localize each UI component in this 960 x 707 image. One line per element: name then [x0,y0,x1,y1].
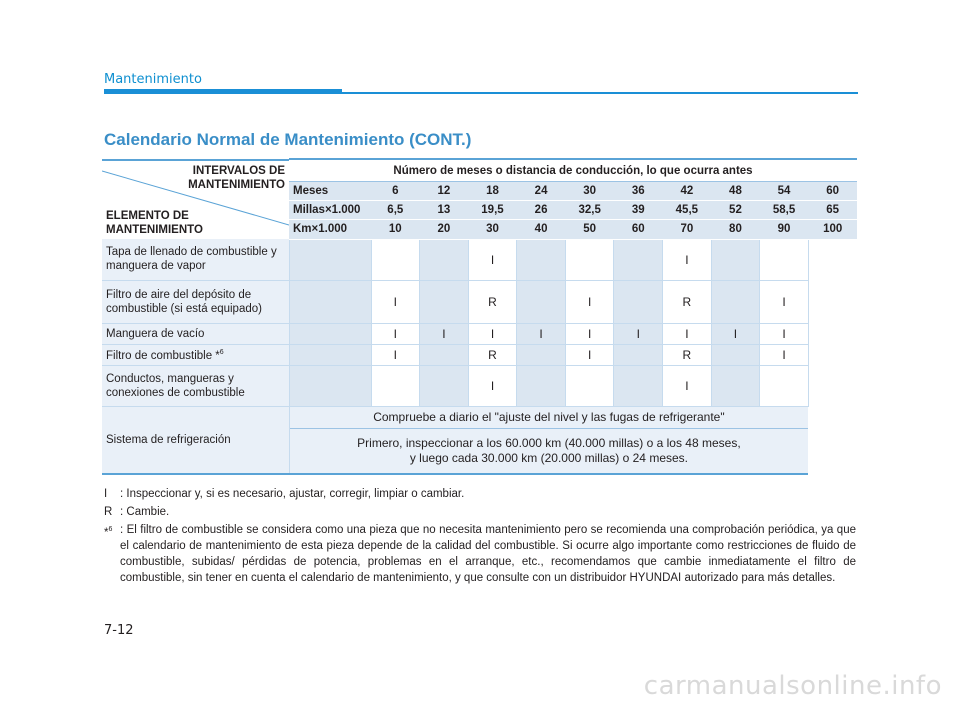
legend-row-replace [104,504,856,520]
scale-value: 30 [468,220,517,239]
row-cell [517,365,566,406]
page-title: Calendario Normal de Mantenimiento (CONT.) [104,130,472,149]
row-item-label: Filtro de combustible * [106,349,220,362]
scale-value: 70 [663,220,712,239]
row-cell [371,239,420,280]
row-cell: I [517,323,566,344]
row-cell [565,239,614,280]
row-cell [614,280,663,323]
row-cell: I [663,239,712,280]
scale-unit: Millas×1.000 [289,201,371,220]
corner-bottom-label: ELEMENTO DE MANTENIMIENTO [106,210,203,236]
row-cell [711,239,760,280]
row-cell [289,365,371,406]
scale-value: 10 [371,220,420,239]
scale-value: 90 [760,220,809,239]
row-cell: I [420,323,469,344]
row-cell: I [565,344,614,365]
legend [104,486,856,586]
scale-value: 36 [614,182,663,201]
header-rule-thick [104,89,342,94]
row-cell: I [468,239,517,280]
scale-value: 40 [517,220,566,239]
legend-key: I [104,488,108,500]
scale-value: 65 [808,201,857,220]
row-cell: R [663,280,712,323]
row-cell [517,280,566,323]
row-cell [289,323,371,344]
row-cell: R [468,344,517,365]
scale-value: 30 [565,182,614,201]
scale-value: 6 [371,182,420,201]
scale-value: 39 [614,201,663,220]
row-cell [420,365,469,406]
cooling-note-line: Primero, inspeccionar a los 60.000 km (40.000 millas) o a los 48 meses, [357,435,741,450]
cooling-note-line: y luego cada 30.000 km (20.000 millas) o 24 meses. [409,450,688,465]
table-row [102,280,857,323]
scale-value: 32,5 [565,201,614,220]
row-cell: I [663,323,712,344]
scale-value: 52 [711,201,760,220]
header-rule-thin [342,92,858,94]
row-cell: I [371,280,420,323]
table-corner [102,159,289,239]
row-item [102,344,289,365]
row-cell [760,365,809,406]
row-cell [289,239,371,280]
footnote-number: 6 [108,526,113,533]
row-cell: I [371,323,420,344]
scale-value: 54 [760,182,809,201]
row-cell: I [614,323,663,344]
scale-value: 42 [663,182,712,201]
row-cell: I [663,365,712,406]
scale-value: 80 [711,220,760,239]
row-cell [614,239,663,280]
row-cell [565,365,614,406]
watermark: carmanualsonline.info [643,671,942,701]
legend-row-inspect [104,486,856,502]
scale-value: 24 [517,182,566,201]
row-cell [289,344,371,365]
scale-value: 60 [808,182,857,201]
scale-unit: Meses [289,182,371,201]
table-row [102,323,857,344]
row-cell [760,239,809,280]
row-cell [711,344,760,365]
row-cell: I [760,323,809,344]
scale-value: 58,5 [760,201,809,220]
row-cell [420,344,469,365]
row-item: Filtro de aire del depósito de combustible (si está equipado) [102,280,289,323]
scale-value: 20 [420,220,469,239]
cooling-note-interval [289,428,808,474]
cooling-note-daily: Compruebe a diario el "ajuste del nivel y las fugas de refrigerante" [289,406,808,428]
row-cell [289,280,371,323]
scale-value: 13 [420,201,469,220]
page-number: 7-12 [104,623,134,638]
footnote-marker: 6 [219,349,224,357]
scale-unit: Km×1.000 [289,220,371,239]
table-row-cooling [102,406,857,428]
scale-value: 19,5 [468,201,517,220]
scale-value: 50 [565,220,614,239]
table-row [102,344,857,365]
footnote-asterisk: * [104,526,109,539]
row-cell: I [468,365,517,406]
row-cell [420,280,469,323]
row-cell: I [565,323,614,344]
legend-key [104,522,120,586]
row-item: Conductos, mangueras y conexiones de combustible [102,365,289,406]
row-cell [614,344,663,365]
row-item: Sistema de refrigeración [102,406,289,474]
row-cell [517,344,566,365]
scale-value: 18 [468,182,517,201]
legend-row-footnote [104,522,856,586]
row-item: Manguera de vacío [102,323,289,344]
scale-value: 60 [614,220,663,239]
row-cell: R [663,344,712,365]
row-cell [420,239,469,280]
row-cell [371,365,420,406]
corner-top-label: INTERVALOS DE MANTENIMIENTO [188,165,285,191]
row-item: Tapa de llenado de combustible y manguera de vapor [102,239,289,280]
table-row [102,365,857,406]
scale-value: 6,5 [371,201,420,220]
scale-value: 100 [808,220,857,239]
row-cell: I [565,280,614,323]
row-cell [614,365,663,406]
scale-value: 48 [711,182,760,201]
scale-value: 45,5 [663,201,712,220]
row-cell: I [371,344,420,365]
maintenance-schedule-table [102,158,857,475]
row-cell [711,280,760,323]
legend-text: : El filtro de combustible se considera como una pieza que no necesita mantenimiento pero se recomienda una comprobación periódica, ya que el calendario de mantenimiento de esta pieza depende de la calidad del combustible. Si ocurre algo importante como restricciones de fluido de combustible, subidas/ pérdidas de potencia, problemas en el arranque, etc., recomendamos que cambie inmediatamente el filtro de combustible, sin tener en cuenta el calendario de mantenimiento, y que consulte con un distribuidor HYUNDAI autorizado para más detalles. [120,524,856,584]
row-cell: R [468,280,517,323]
scale-value: 12 [420,182,469,201]
row-cell: I [468,323,517,344]
legend-text: : Cambie. [120,506,170,518]
legend-text: : Inspeccionar y, si es necesario, ajustar, corregir, limpiar o cambiar. [120,488,465,500]
scale-value: 26 [517,201,566,220]
interval-header: Número de meses o distancia de conducción, lo que ocurra antes [289,159,857,182]
section-label: Mantenimiento [104,72,202,87]
row-cell [711,365,760,406]
row-cell: I [711,323,760,344]
row-cell [517,239,566,280]
table-row [102,239,857,280]
row-cell: I [760,344,809,365]
legend-key: R [104,506,113,518]
row-cell: I [760,280,809,323]
